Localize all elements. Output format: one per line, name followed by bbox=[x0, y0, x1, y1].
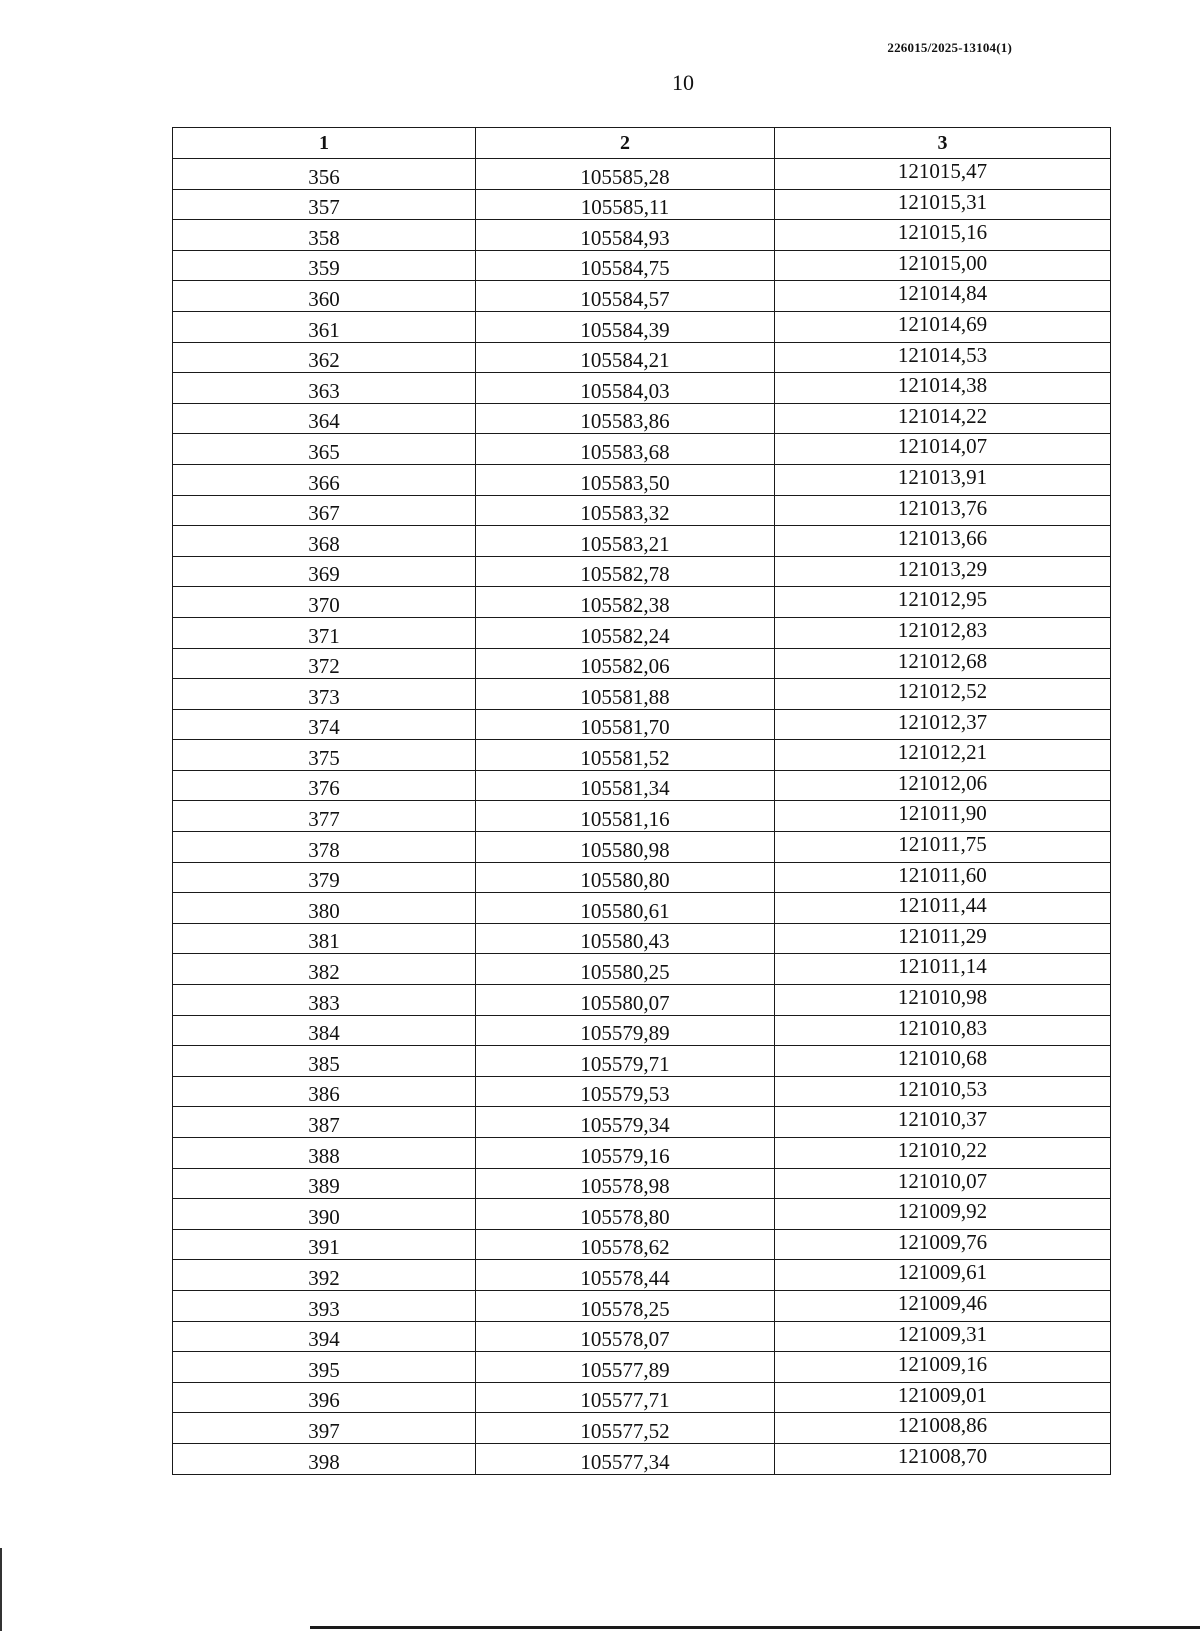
table-row bbox=[173, 403, 1111, 434]
table-row bbox=[173, 801, 1111, 832]
table-row bbox=[173, 464, 1111, 495]
point-number-cell: 384 bbox=[173, 1015, 476, 1046]
point-number-cell: 366 bbox=[173, 464, 476, 495]
table-row bbox=[173, 893, 1111, 924]
x-coordinate-cell: 105585,28 bbox=[476, 159, 775, 190]
x-coordinate-cell: 105578,80 bbox=[476, 1199, 775, 1230]
point-number-cell: 377 bbox=[173, 801, 476, 832]
point-number-cell: 383 bbox=[173, 985, 476, 1016]
y-coordinate-cell: 121011,44 bbox=[775, 893, 1111, 924]
table-row bbox=[173, 1229, 1111, 1260]
table-row bbox=[173, 862, 1111, 893]
point-number-cell: 379 bbox=[173, 862, 476, 893]
point-number-cell: 378 bbox=[173, 832, 476, 863]
point-number-cell: 356 bbox=[173, 159, 476, 190]
point-number-cell: 381 bbox=[173, 923, 476, 954]
x-coordinate-cell: 105581,34 bbox=[476, 770, 775, 801]
y-coordinate-cell: 121010,83 bbox=[775, 1015, 1111, 1046]
point-number-cell: 386 bbox=[173, 1076, 476, 1107]
column-header-1: 1 bbox=[173, 128, 476, 159]
y-coordinate-cell: 121009,01 bbox=[775, 1382, 1111, 1413]
point-number-cell: 395 bbox=[173, 1352, 476, 1383]
table-row bbox=[173, 740, 1111, 771]
point-number-cell: 389 bbox=[173, 1168, 476, 1199]
x-coordinate-cell: 105580,25 bbox=[476, 954, 775, 985]
y-coordinate-cell: 121013,91 bbox=[775, 464, 1111, 495]
table-row bbox=[173, 1382, 1111, 1413]
y-coordinate-cell: 121014,07 bbox=[775, 434, 1111, 465]
table-row bbox=[173, 1138, 1111, 1169]
y-coordinate-cell: 121009,92 bbox=[775, 1199, 1111, 1230]
point-number-cell: 382 bbox=[173, 954, 476, 985]
point-number-cell: 387 bbox=[173, 1107, 476, 1138]
document-id: 226015/2025-13104(1) bbox=[887, 40, 1012, 55]
y-coordinate-cell: 121010,53 bbox=[775, 1076, 1111, 1107]
y-coordinate-cell: 121009,46 bbox=[775, 1290, 1111, 1321]
y-coordinate-cell: 121012,68 bbox=[775, 648, 1111, 679]
y-coordinate-cell: 121015,31 bbox=[775, 189, 1111, 220]
x-coordinate-cell: 105585,11 bbox=[476, 189, 775, 220]
table-row bbox=[173, 617, 1111, 648]
x-coordinate-cell: 105582,38 bbox=[476, 587, 775, 618]
point-number-cell: 398 bbox=[173, 1443, 476, 1474]
table-row bbox=[173, 189, 1111, 220]
y-coordinate-cell: 121012,37 bbox=[775, 709, 1111, 740]
x-coordinate-cell: 105578,07 bbox=[476, 1321, 775, 1352]
point-number-cell: 392 bbox=[173, 1260, 476, 1291]
x-coordinate-cell: 105579,53 bbox=[476, 1076, 775, 1107]
point-number-cell: 368 bbox=[173, 526, 476, 557]
table-row bbox=[173, 281, 1111, 312]
x-coordinate-cell: 105584,93 bbox=[476, 220, 775, 251]
y-coordinate-cell: 121013,29 bbox=[775, 556, 1111, 587]
table-row bbox=[173, 1199, 1111, 1230]
bottom-rule bbox=[310, 1626, 1200, 1629]
point-number-cell: 396 bbox=[173, 1382, 476, 1413]
point-number-cell: 367 bbox=[173, 495, 476, 526]
point-number-cell: 393 bbox=[173, 1290, 476, 1321]
table-row bbox=[173, 770, 1111, 801]
y-coordinate-cell: 121015,00 bbox=[775, 250, 1111, 281]
point-number-cell: 358 bbox=[173, 220, 476, 251]
x-coordinate-cell: 105582,24 bbox=[476, 617, 775, 648]
y-coordinate-cell: 121010,37 bbox=[775, 1107, 1111, 1138]
point-number-cell: 363 bbox=[173, 373, 476, 404]
y-coordinate-cell: 121008,70 bbox=[775, 1443, 1111, 1474]
y-coordinate-cell: 121011,75 bbox=[775, 832, 1111, 863]
point-number-cell: 372 bbox=[173, 648, 476, 679]
y-coordinate-cell: 121010,07 bbox=[775, 1168, 1111, 1199]
table-row bbox=[173, 220, 1111, 251]
x-coordinate-cell: 105583,86 bbox=[476, 403, 775, 434]
y-coordinate-cell: 121012,95 bbox=[775, 587, 1111, 618]
point-number-cell: 397 bbox=[173, 1413, 476, 1444]
point-number-cell: 394 bbox=[173, 1321, 476, 1352]
coordinates-table bbox=[172, 127, 1111, 1475]
point-number-cell: 364 bbox=[173, 403, 476, 434]
y-coordinate-cell: 121011,29 bbox=[775, 923, 1111, 954]
y-coordinate-cell: 121012,83 bbox=[775, 617, 1111, 648]
x-coordinate-cell: 105584,03 bbox=[476, 373, 775, 404]
point-number-cell: 359 bbox=[173, 250, 476, 281]
table-row bbox=[173, 1260, 1111, 1291]
y-coordinate-cell: 121012,21 bbox=[775, 740, 1111, 771]
page-number: 10 bbox=[672, 70, 694, 95]
point-number-cell: 391 bbox=[173, 1229, 476, 1260]
x-coordinate-cell: 105582,06 bbox=[476, 648, 775, 679]
y-coordinate-cell: 121015,47 bbox=[775, 159, 1111, 190]
table-row bbox=[173, 1168, 1111, 1199]
point-number-cell: 362 bbox=[173, 342, 476, 373]
y-coordinate-cell: 121009,16 bbox=[775, 1352, 1111, 1383]
table-row bbox=[173, 709, 1111, 740]
y-coordinate-cell: 121009,61 bbox=[775, 1260, 1111, 1291]
y-coordinate-cell: 121008,86 bbox=[775, 1413, 1111, 1444]
x-coordinate-cell: 105584,21 bbox=[476, 342, 775, 373]
x-coordinate-cell: 105580,43 bbox=[476, 923, 775, 954]
y-coordinate-cell: 121012,06 bbox=[775, 770, 1111, 801]
table-row bbox=[173, 1352, 1111, 1383]
point-number-cell: 385 bbox=[173, 1046, 476, 1077]
point-number-cell: 388 bbox=[173, 1138, 476, 1169]
table-row bbox=[173, 434, 1111, 465]
x-coordinate-cell: 105580,98 bbox=[476, 832, 775, 863]
point-number-cell: 390 bbox=[173, 1199, 476, 1230]
x-coordinate-cell: 105577,34 bbox=[476, 1443, 775, 1474]
table-row bbox=[173, 1443, 1111, 1474]
y-coordinate-cell: 121014,38 bbox=[775, 373, 1111, 404]
x-coordinate-cell: 105578,25 bbox=[476, 1290, 775, 1321]
point-number-cell: 375 bbox=[173, 740, 476, 771]
point-number-cell: 361 bbox=[173, 311, 476, 342]
table-row bbox=[173, 311, 1111, 342]
x-coordinate-cell: 105583,21 bbox=[476, 526, 775, 557]
point-number-cell: 376 bbox=[173, 770, 476, 801]
table-body bbox=[173, 159, 1111, 1475]
x-coordinate-cell: 105581,52 bbox=[476, 740, 775, 771]
column-header-2: 2 bbox=[476, 128, 775, 159]
x-coordinate-cell: 105581,88 bbox=[476, 679, 775, 710]
x-coordinate-cell: 105579,34 bbox=[476, 1107, 775, 1138]
point-number-cell: 370 bbox=[173, 587, 476, 618]
point-number-cell: 380 bbox=[173, 893, 476, 924]
x-coordinate-cell: 105581,16 bbox=[476, 801, 775, 832]
x-coordinate-cell: 105584,75 bbox=[476, 250, 775, 281]
table-row bbox=[173, 923, 1111, 954]
scan-edge-mark bbox=[0, 1548, 2, 1631]
x-coordinate-cell: 105579,71 bbox=[476, 1046, 775, 1077]
y-coordinate-cell: 121014,22 bbox=[775, 403, 1111, 434]
x-coordinate-cell: 105579,16 bbox=[476, 1138, 775, 1169]
y-coordinate-cell: 121009,31 bbox=[775, 1321, 1111, 1352]
y-coordinate-cell: 121010,68 bbox=[775, 1046, 1111, 1077]
x-coordinate-cell: 105580,80 bbox=[476, 862, 775, 893]
table-row bbox=[173, 1076, 1111, 1107]
table-row bbox=[173, 1321, 1111, 1352]
point-number-cell: 371 bbox=[173, 617, 476, 648]
table-row bbox=[173, 556, 1111, 587]
x-coordinate-cell: 105580,61 bbox=[476, 893, 775, 924]
y-coordinate-cell: 121009,76 bbox=[775, 1229, 1111, 1260]
x-coordinate-cell: 105579,89 bbox=[476, 1015, 775, 1046]
table-row bbox=[173, 648, 1111, 679]
x-coordinate-cell: 105578,62 bbox=[476, 1229, 775, 1260]
x-coordinate-cell: 105583,68 bbox=[476, 434, 775, 465]
y-coordinate-cell: 121011,14 bbox=[775, 954, 1111, 985]
x-coordinate-cell: 105584,39 bbox=[476, 311, 775, 342]
point-number-cell: 360 bbox=[173, 281, 476, 312]
table-row bbox=[173, 1046, 1111, 1077]
table-row bbox=[173, 495, 1111, 526]
x-coordinate-cell: 105578,98 bbox=[476, 1168, 775, 1199]
table-row bbox=[173, 159, 1111, 190]
y-coordinate-cell: 121012,52 bbox=[775, 679, 1111, 710]
x-coordinate-cell: 105577,52 bbox=[476, 1413, 775, 1444]
point-number-cell: 365 bbox=[173, 434, 476, 465]
table-row bbox=[173, 832, 1111, 863]
table-row bbox=[173, 1107, 1111, 1138]
x-coordinate-cell: 105581,70 bbox=[476, 709, 775, 740]
table-row bbox=[173, 1413, 1111, 1444]
y-coordinate-cell: 121011,60 bbox=[775, 862, 1111, 893]
table-row bbox=[173, 1015, 1111, 1046]
table-row bbox=[173, 373, 1111, 404]
y-coordinate-cell: 121010,22 bbox=[775, 1138, 1111, 1169]
table-row bbox=[173, 342, 1111, 373]
column-header-3: 3 bbox=[775, 128, 1111, 159]
y-coordinate-cell: 121011,90 bbox=[775, 801, 1111, 832]
table-row bbox=[173, 1290, 1111, 1321]
x-coordinate-cell: 105583,32 bbox=[476, 495, 775, 526]
point-number-cell: 374 bbox=[173, 709, 476, 740]
x-coordinate-cell: 105577,89 bbox=[476, 1352, 775, 1383]
y-coordinate-cell: 121015,16 bbox=[775, 220, 1111, 251]
point-number-cell: 357 bbox=[173, 189, 476, 220]
x-coordinate-cell: 105584,57 bbox=[476, 281, 775, 312]
table-row bbox=[173, 250, 1111, 281]
table-row bbox=[173, 679, 1111, 710]
table-row bbox=[173, 526, 1111, 557]
table-row bbox=[173, 954, 1111, 985]
x-coordinate-cell: 105577,71 bbox=[476, 1382, 775, 1413]
y-coordinate-cell: 121013,76 bbox=[775, 495, 1111, 526]
y-coordinate-cell: 121014,53 bbox=[775, 342, 1111, 373]
y-coordinate-cell: 121013,66 bbox=[775, 526, 1111, 557]
y-coordinate-cell: 121014,69 bbox=[775, 311, 1111, 342]
x-coordinate-cell: 105578,44 bbox=[476, 1260, 775, 1291]
x-coordinate-cell: 105583,50 bbox=[476, 464, 775, 495]
y-coordinate-cell: 121010,98 bbox=[775, 985, 1111, 1016]
table-row bbox=[173, 587, 1111, 618]
table-row bbox=[173, 985, 1111, 1016]
x-coordinate-cell: 105580,07 bbox=[476, 985, 775, 1016]
x-coordinate-cell: 105582,78 bbox=[476, 556, 775, 587]
table-header-row bbox=[173, 128, 1111, 159]
point-number-cell: 373 bbox=[173, 679, 476, 710]
point-number-cell: 369 bbox=[173, 556, 476, 587]
y-coordinate-cell: 121014,84 bbox=[775, 281, 1111, 312]
